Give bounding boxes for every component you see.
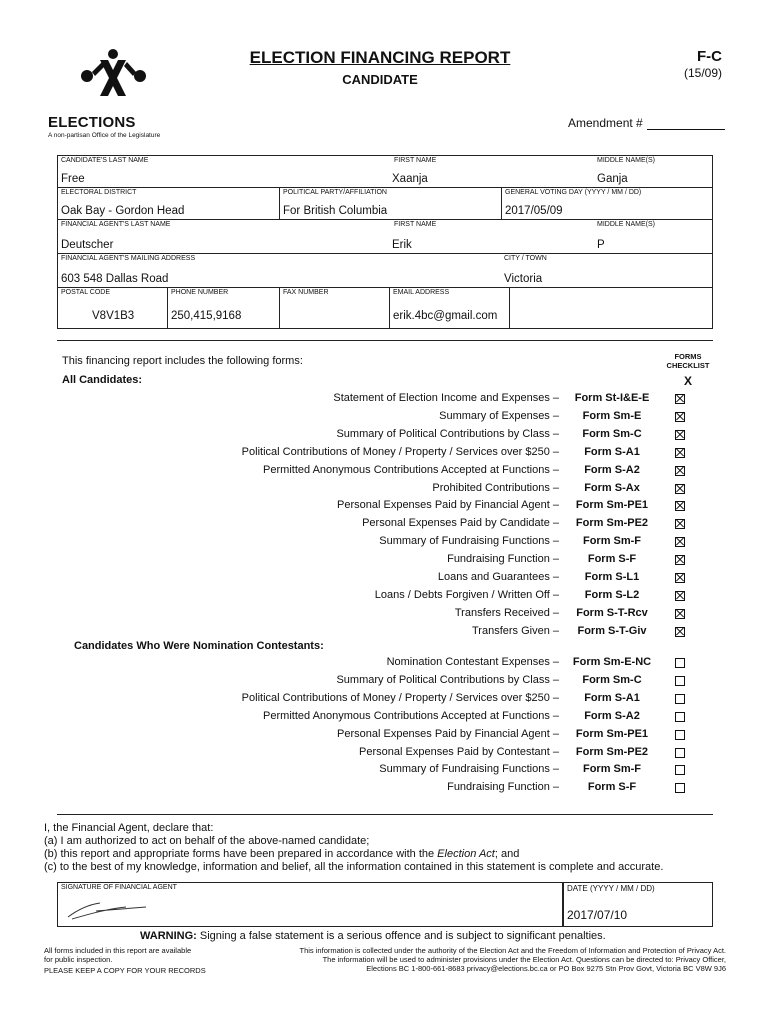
postal-label: POSTAL CODE [61, 289, 111, 296]
form-row-desc: Summary of Expenses – [439, 409, 559, 422]
agent-last-name-label: FINANCIAL AGENT'S LAST NAME [61, 221, 171, 228]
form-row-code: Form S-T-Giv [577, 624, 647, 637]
unchecked-checkbox[interactable] [675, 748, 685, 758]
form-row-desc: Loans / Debts Forgiven / Written Off – [374, 588, 559, 601]
fax-cell[interactable] [280, 288, 390, 328]
form-row-desc: Permitted Anonymous Contributions Accepted at Functions – [263, 709, 559, 722]
city-label: CITY / TOWN [504, 255, 547, 262]
form-row-desc: Fundraising Function – [447, 781, 559, 794]
unchecked-checkbox[interactable] [675, 712, 685, 722]
form-row-code: Form S-L2 [584, 588, 640, 601]
form-row-code: Form Sm-PE2 [575, 517, 649, 530]
candidate-last-name-value: Free [61, 173, 85, 185]
party-value: For British Columbia [283, 205, 388, 217]
form-row-code: Form S-A1 [584, 445, 640, 458]
form-row-code: Form Sm-PE2 [575, 745, 649, 758]
date-value: 2017/07/10 [567, 908, 628, 922]
elections-logo-icon [78, 48, 148, 108]
checked-checkbox[interactable] [675, 501, 685, 511]
electoral-district-cell[interactable] [58, 188, 280, 220]
city-value: Victoria [504, 273, 543, 285]
signature-label: SIGNATURE OF FINANCIAL AGENT [61, 884, 177, 891]
form-row-desc: Summary of Political Contributions by Class – [336, 427, 559, 440]
agent-last-name-value: Deutscher [61, 239, 114, 251]
form-row-code: Form S-F [587, 781, 637, 794]
checked-checkbox[interactable] [675, 412, 685, 422]
forms-intro: This financing report includes the following forms: [62, 355, 303, 367]
unchecked-checkbox[interactable] [675, 783, 685, 793]
signature-scribble-icon [66, 897, 156, 921]
all-candidates-title: All Candidates: [62, 374, 143, 386]
date-label: DATE (YYYY / MM / DD) [567, 884, 655, 893]
email-label: EMAIL ADDRESS [393, 289, 450, 296]
form-row-code: Form Sm-PE1 [575, 499, 649, 512]
form-row-code: Form S-Ax [584, 481, 640, 494]
unchecked-checkbox[interactable] [675, 694, 685, 704]
checked-checkbox[interactable] [675, 519, 685, 529]
footer-right: This information is collected under the authority of the Election Act and the Freedom of Information and Protection of Privacy Act. The information will be used to administer provisions under the Election Act. Questions can be directed to: Privacy Officer, Elections BC 1-800-661-8683 privacy@elections.bc.ca or PO Box 9275 Stn Prov Govt, Victoria BC V8W 9J6 [299, 946, 726, 973]
form-row-desc: Political Contributions of Money / Property / Services over $250 – [241, 691, 559, 704]
candidate-info-box [57, 155, 713, 329]
form-code: F-C [697, 48, 722, 65]
checked-checkbox[interactable] [675, 627, 685, 637]
checked-checkbox[interactable] [675, 609, 685, 619]
amendment-label: Amendment # [568, 116, 643, 130]
declaration-a: (a) I am authorized to act on behalf of the above-named candidate; [44, 835, 370, 847]
amendment-line [647, 117, 725, 130]
form-row-code: Form S-A2 [584, 463, 640, 476]
form-row-code: Form Sm-E-NC [572, 656, 652, 668]
checklist-mark-header: X [683, 374, 692, 388]
candidate-middle-name-value: Ganja [597, 173, 628, 185]
checklist-label-1: FORMS [674, 352, 702, 361]
checked-checkbox[interactable] [675, 555, 685, 565]
form-row-desc: Political Contributions of Money / Property / Services over $250 – [241, 445, 559, 458]
agent-address-value: 603 548 Dallas Road [61, 273, 169, 285]
checked-checkbox[interactable] [675, 591, 685, 601]
checked-checkbox[interactable] [675, 394, 685, 404]
footer-left: All forms included in this report are available for public inspection. PLEASE KEEP A COPY FOR YOUR RECORDS [44, 946, 206, 975]
checked-checkbox[interactable] [675, 537, 685, 547]
first-name-label: FIRST NAME [394, 157, 437, 164]
party-cell[interactable] [280, 188, 502, 220]
checked-checkbox[interactable] [675, 466, 685, 476]
checked-checkbox[interactable] [675, 448, 685, 458]
form-row-code: Form Sm-C [582, 427, 642, 440]
unchecked-checkbox[interactable] [675, 658, 685, 668]
warning-line [140, 930, 606, 942]
postal-cell[interactable] [58, 288, 168, 328]
form-row-code: Form Sm-E [582, 409, 642, 422]
voting-day-cell[interactable] [502, 188, 712, 220]
checked-checkbox[interactable] [675, 430, 685, 440]
form-row-desc: Summary of Fundraising Functions – [379, 535, 559, 548]
form-row-code: Form S-F [587, 553, 637, 566]
declaration-b: (b) this report and appropriate forms have been prepared in accordance with the Election Act; and [44, 848, 520, 860]
form-row-code: Form S-A2 [584, 709, 640, 722]
phone-cell[interactable] [168, 288, 280, 328]
electoral-district-label: ELECTORAL DISTRICT [61, 189, 137, 196]
form-row-code: Form Sm-PE1 [575, 727, 649, 740]
form-version: (15/09) [683, 66, 722, 80]
form-row-desc: Transfers Given – [471, 624, 559, 637]
checked-checkbox[interactable] [675, 573, 685, 583]
form-row-desc: Personal Expenses Paid by Candidate – [362, 517, 559, 530]
agent-middle-name-value: P [597, 239, 605, 251]
nomination-title: Candidates Who Were Nomination Contestants: [74, 640, 324, 652]
agent-middle-name-label: MIDDLE NAME(S) [597, 221, 655, 228]
candidate-first-name-value: Xaanja [392, 173, 428, 185]
agent-first-name-value: Erik [392, 239, 412, 251]
form-row-desc: Personal Expenses Paid by Financial Agent – [337, 727, 559, 740]
agent-name-cell[interactable] [58, 220, 712, 254]
phone-value: 250,415,9168 [171, 310, 242, 322]
fax-label: FAX NUMBER [283, 289, 329, 296]
unchecked-checkbox[interactable] [675, 676, 685, 686]
voting-day-label: GENERAL VOTING DAY (YYYY / MM / DD) [505, 189, 642, 196]
date-box[interactable] [563, 882, 713, 927]
form-row-desc: Permitted Anonymous Contributions Accepted at Functions – [263, 463, 559, 476]
form-row-code: Form Sm-F [582, 763, 642, 776]
amendment-field[interactable] [568, 116, 725, 130]
form-row-desc: Loans and Guarantees – [437, 571, 559, 583]
unchecked-checkbox[interactable] [675, 765, 685, 775]
signature-box[interactable] [57, 882, 563, 927]
phone-label: PHONE NUMBER [171, 289, 229, 296]
form-row-code: Form S-L1 [584, 571, 640, 583]
checklist-label-2: CHECKLIST [666, 361, 710, 370]
form-row-desc: Personal Expenses Paid by Contestant – [359, 745, 559, 758]
candidate-last-name-label: CANDIDATE'S LAST NAME [61, 157, 149, 164]
candidate-last-name-cell[interactable] [58, 156, 712, 188]
election-act-ref: Election Act [437, 848, 495, 860]
warning-text: Signing a false statement is a serious offence and is subject to significant penalties. [199, 930, 606, 942]
declaration-intro: I, the Financial Agent, declare that: [44, 822, 214, 834]
agent-address-label: FINANCIAL AGENT'S MAILING ADDRESS [61, 255, 196, 262]
form-row-code: Form S-A1 [584, 691, 640, 704]
voting-day-value: 2017/05/09 [505, 205, 563, 217]
unchecked-checkbox[interactable] [675, 730, 685, 740]
form-row-desc: Prohibited Contributions – [432, 481, 559, 494]
agent-address-cell[interactable] [58, 254, 712, 288]
form-row-desc: Summary of Fundraising Functions – [379, 763, 559, 776]
checked-checkbox[interactable] [675, 484, 685, 494]
form-row-code: Form Sm-C [582, 673, 642, 686]
middle-names-label: MIDDLE NAME(S) [597, 157, 655, 164]
form-row-code: Form Sm-F [582, 535, 642, 548]
email-value: erik.4bc@gmail.com [393, 310, 498, 322]
agent-first-name-label: FIRST NAME [394, 221, 437, 228]
form-row-code: Form St-I&E-E [574, 392, 650, 404]
form-row-desc: Summary of Political Contributions by Class – [336, 673, 559, 686]
party-label: POLITICAL PARTY/AFFILIATION [283, 189, 387, 196]
form-row-desc: Fundraising Function – [447, 553, 559, 566]
declaration-text [44, 822, 734, 874]
logo-text: ELECTIONS [48, 114, 136, 131]
logo-subtext: A non-partisan Office of the Legislature [48, 132, 161, 139]
email-cell[interactable] [390, 288, 510, 328]
electoral-district-value: Oak Bay - Gordon Head [61, 205, 185, 217]
report-subtitle: CANDIDATE [342, 72, 418, 87]
form-row-desc: Statement of Election Income and Expenses – [333, 392, 559, 404]
form-row-desc: Nomination Contestant Expenses – [386, 656, 559, 668]
report-title: ELECTION FINANCING REPORT [249, 48, 511, 67]
postal-value: V8V1B3 [92, 310, 135, 322]
form-row-code: Form S-T-Rcv [576, 606, 648, 619]
warning-label: WARNING: [140, 930, 197, 942]
declaration-c: (c) to the best of my knowledge, information and belief, all the information contained in this statement is complete and accurate. [44, 861, 664, 873]
form-row-desc: Transfers Received – [454, 606, 559, 619]
form-row-desc: Personal Expenses Paid by Financial Agent – [337, 499, 559, 512]
elections-logo [78, 48, 148, 108]
